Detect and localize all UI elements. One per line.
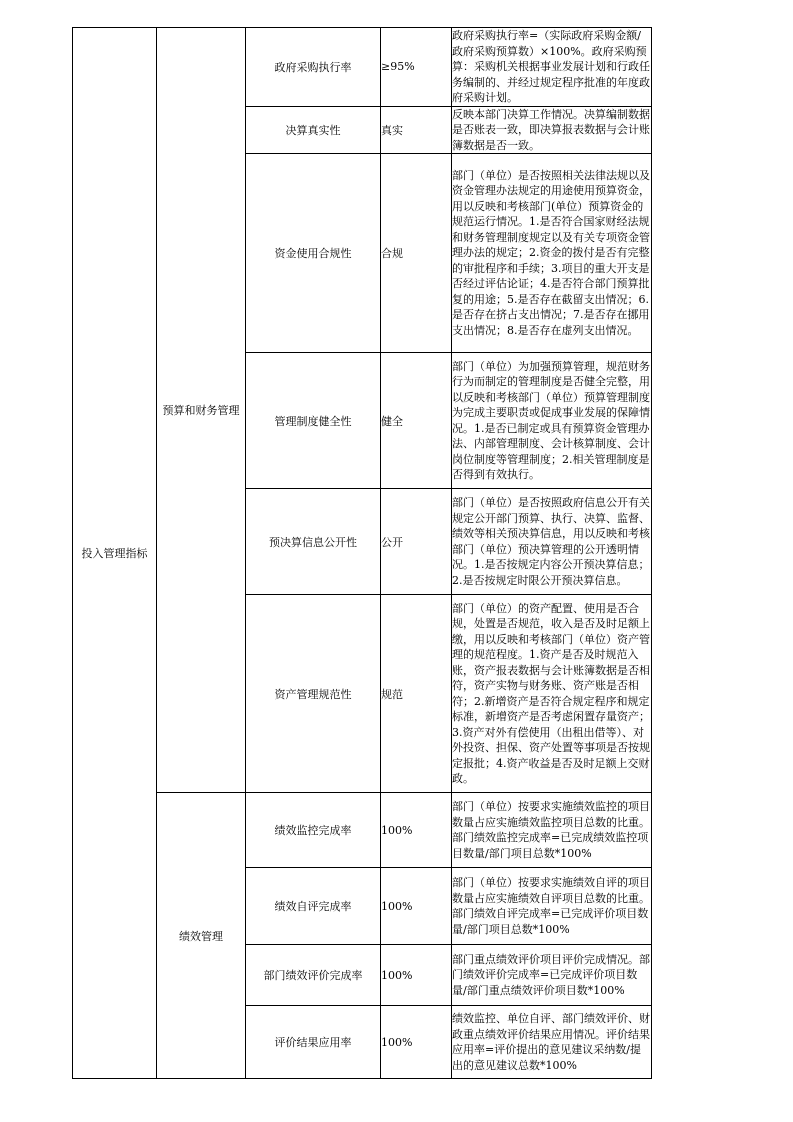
indicator-description: 部门（单位）按要求实施绩效自评的项目数量占应实施绩效自评项目总数的比重。部门绩效自评完成率=已完成评价项目数量/部门项目总数*100%: [452, 868, 652, 945]
indicator-description: 部门（单位）按要求实施绩效监控的项目数量占应实施绩效监控项目总数的比重。部门绩效监控完成率=已完成绩效监控项目数量/部门项目总数*100%: [452, 793, 652, 868]
indicator-name: 资产管理规范性: [246, 595, 381, 793]
indicator-standard: 100%: [381, 868, 452, 945]
indicator-description: 绩效监控、单位自评、部门绩效评价、财政重点绩效评价结果应用情况。评价结果应用率=评价提出的意见建议采纳数/提出的意见建议总数*100%: [452, 1006, 652, 1079]
indicator-description: 部门（单位）是否按照相关法律法规以及资金管理办法规定的用途使用预算资金，用以反映和考核部门(单位）预算资金的规范运行情况。1.是否符合国家财经法规和财务管理制度规定以及有关专项资金管理办法的规定；2.资金的拨付是否有完整的审批程序和手续；3.项目的重大开支是否经过评估论证；4.是否符合部门预算批复的用途；5.是否存在截留支出情况；6.是否存在挤占支出情况；7.是否存在挪用支出情况；8.是否存在虚列支出情况。: [452, 154, 652, 353]
level2-budget-cell: 预算和财务管理: [157, 28, 246, 793]
indicator-description: 部门（单位）是否按照政府信息公开有关规定公开部门预算、执行、决算、监督、绩效等相关预决算信息，用以反映和考核部门（单位）预决算管理的公开透明情况。1.是否按规定内容公开预决算信息；2.是否按规定时限公开预决算信息。: [452, 489, 652, 595]
indicator-description: 部门（单位）为加强预算管理，规范财务行为而制定的管理制度是否健全完整，用以反映和考核部门（单位）预算管理制度为完成主要职责或促成事业发展的保障情况。1.是否已制定或具有预算资金管理办法、内部管理制度、会计核算制度、会计岗位制度等管理制度；2.相关管理制度是否得到有效执行。: [452, 353, 652, 489]
indicator-standard: 100%: [381, 945, 452, 1006]
level1-indicator-cell: 投入管理指标: [73, 28, 157, 1079]
indicator-standard: 规范: [381, 595, 452, 793]
indicator-standard: 100%: [381, 1006, 452, 1079]
indicator-name: 管理制度健全性: [246, 353, 381, 489]
indicator-standard: 公开: [381, 489, 452, 595]
table-row: [73, 793, 652, 868]
indicator-name: 资金使用合规性: [246, 154, 381, 353]
indicator-name: 部门绩效评价完成率: [246, 945, 381, 1006]
indicator-table: [72, 27, 652, 1079]
indicator-description: 部门（单位）的资产配置、使用是否合规，处置是否规范，收入是否及时足额上缴，用以反映和考核部门（单位）资产管理的规范程度。1.资产是否及时规范入账，资产报表数据与会计账簿数据是否相符，资产实物与财务账、资产账是否相符；2.新增资产是否符合规定程序和规定标准，新增资产是否考虑闲置存量资产；3.资产对外有偿使用（出租出借等）、对外投资、担保、资产处置等事项是否按规定报批；4.资产收益是否及时足额上交财政。: [452, 595, 652, 793]
indicator-description: 部门重点绩效评价项目评价完成情况。部门绩效评价完成率=已完成评价项目数量/部门重点绩效评价项目数*100%: [452, 945, 652, 1006]
table-row: [73, 28, 652, 107]
level2-performance-cell: 绩效管理: [157, 793, 246, 1079]
indicator-standard: 健全: [381, 353, 452, 489]
indicator-description: 政府采购执行率=（实际政府采购金额/政府采购预算数）×100%。政府采购预算：采购机关根据事业发展计划和行政任务编制的、并经过规定程序批准的年度政府采购计划。: [452, 29, 650, 104]
indicator-description: 反映本部门决算工作情况。决算编制数据是否账表一致，即决算报表数据与会计账簿数据是否一致。: [452, 107, 650, 152]
indicator-standard: 真实: [381, 106, 452, 154]
indicator-name: 政府采购执行率: [246, 28, 381, 107]
indicator-name: 绩效自评完成率: [246, 868, 381, 945]
indicator-standard: ≥95%: [381, 28, 452, 107]
indicator-name: 决算真实性: [246, 106, 381, 154]
indicator-name: 绩效监控完成率: [246, 793, 381, 868]
indicator-standard: 合规: [381, 154, 452, 353]
indicator-name: 预决算信息公开性: [246, 489, 381, 595]
indicator-name: 评价结果应用率: [246, 1006, 381, 1079]
indicator-standard: 100%: [381, 793, 452, 868]
